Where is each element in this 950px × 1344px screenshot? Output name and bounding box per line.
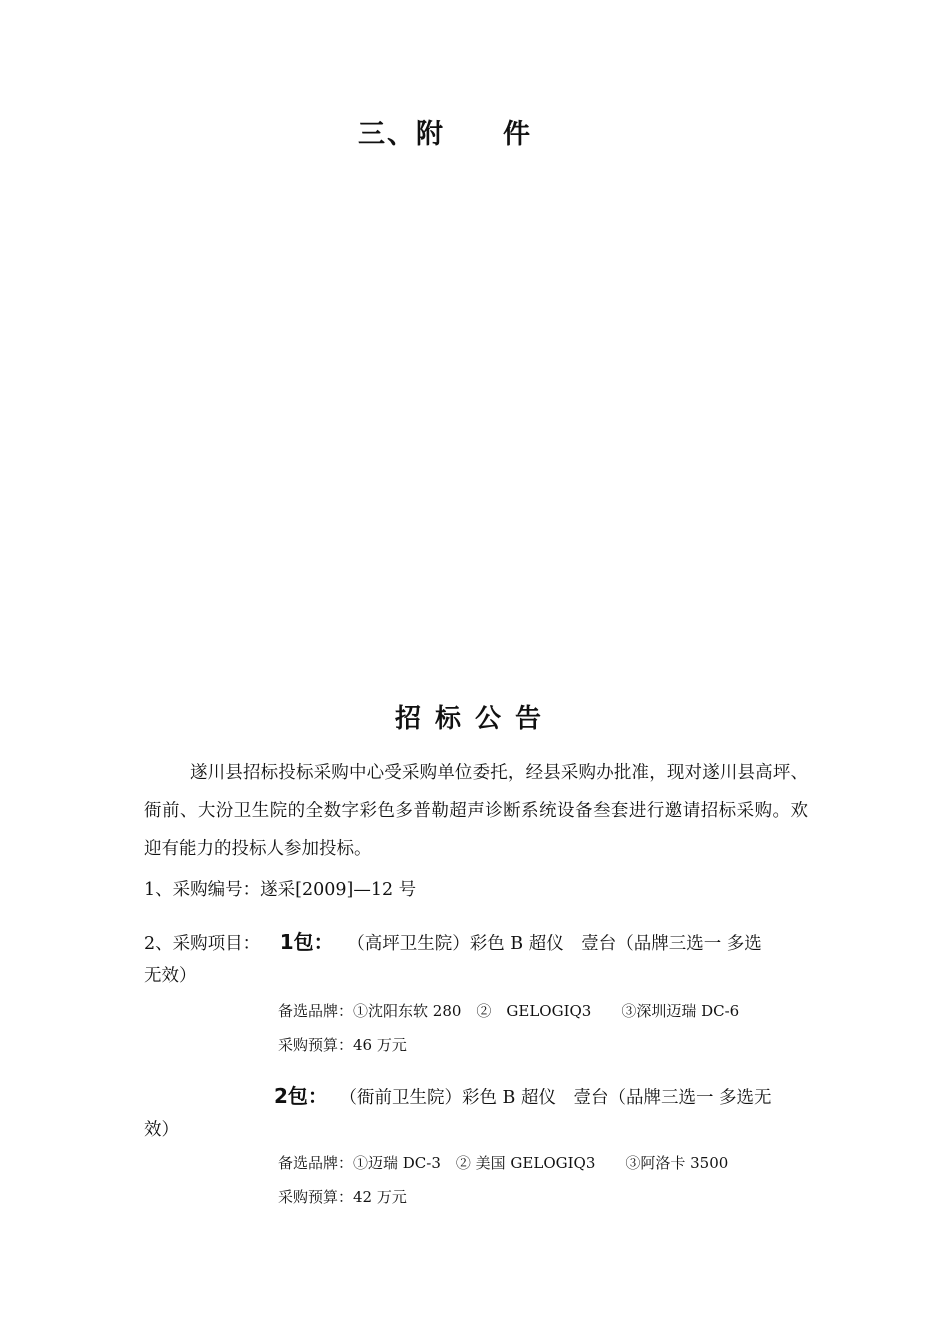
notice-intro-paragraph: 遂川县招标投标采购中心受采购单位委托，经县采购办批准，现对遂川县高坪、衙前、大汾卫生院的全数字彩色多普勒超声诊断系统设备叁套进行邀请招标采购。欢迎有能力的投标人参加投标。 bbox=[144, 763, 808, 859]
package-1-budget: 采购预算：46 万元 bbox=[278, 1036, 407, 1054]
procurement-project-row bbox=[144, 926, 762, 955]
package-1-label: 1包： bbox=[279, 930, 334, 954]
package-2-description: （衙前卫生院）彩色 B 超仪 壹台（品牌三选一 多选无 bbox=[339, 1088, 772, 1108]
procurement-project-label: 2、采购项目： bbox=[144, 934, 261, 954]
procurement-number: 1、采购编号：遂采[2009]—12 号 bbox=[144, 880, 417, 900]
package-2-brands: 备选品牌：①迈瑞 DC-3 ② 美国 GELOGIQ3 ③阿洛卡 3500 bbox=[278, 1154, 729, 1172]
package-1-description-cont: 无效） bbox=[144, 966, 197, 986]
package-1-brands: 备选品牌：①沈阳东软 280 ② GELOGIQ3 ③深圳迈瑞 DC-6 bbox=[278, 1002, 740, 1020]
package-2-row bbox=[274, 1080, 772, 1109]
package-2-budget: 采购预算：42 万元 bbox=[278, 1188, 407, 1206]
package-2-label: 2包： bbox=[274, 1084, 328, 1108]
section-heading: 三、附 件 bbox=[358, 119, 532, 150]
package-2-description-cont: 效） bbox=[144, 1120, 179, 1140]
package-1-description: （高坪卫生院）彩色 B 超仪 壹台（品牌三选一 多选 bbox=[347, 934, 762, 954]
notice-title: 招标公告 bbox=[394, 704, 555, 734]
